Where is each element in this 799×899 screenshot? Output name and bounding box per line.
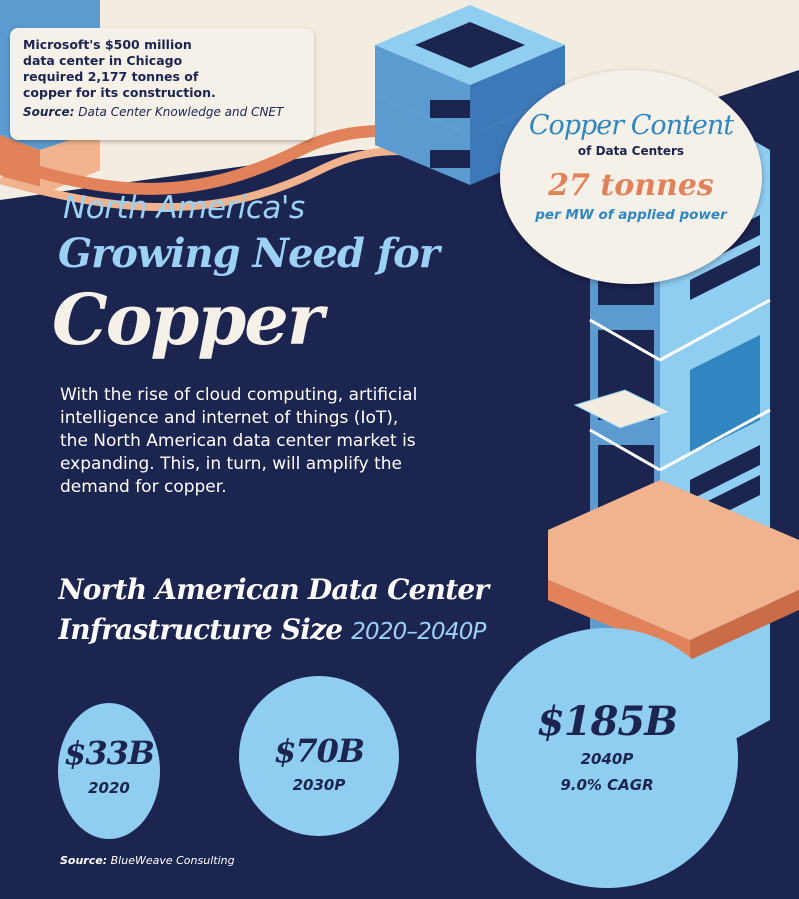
section-title (58, 570, 520, 652)
bubble-cagr: 9.0% CAGR (560, 776, 654, 794)
fact-card (10, 28, 314, 140)
badge-value: 27 tonnes (548, 168, 714, 203)
market-bubble-2020 (58, 703, 160, 839)
headline-line-3: Copper (52, 278, 322, 361)
bubble-label: 2030P (292, 776, 346, 794)
intro-line: expanding. This, in turn, will amplify the (60, 454, 402, 474)
footer-source (60, 854, 235, 867)
market-bubble-2040 (476, 628, 738, 888)
fact-line: required 2,177 tonnes of (23, 69, 199, 84)
badge-title: Copper Content (528, 110, 734, 141)
section-title-text: Infrastructure Size (58, 613, 343, 646)
bubble-value: $70B (274, 732, 364, 770)
fact-line: copper for its construction. (23, 85, 216, 100)
intro-line: With the rise of cloud computing, artificial (60, 385, 418, 405)
section-title-line-2 (58, 610, 520, 652)
bubble-label: 2020 (88, 779, 130, 797)
section-years: 2020–2040P (351, 619, 486, 645)
bubble-label: 2040P (580, 750, 634, 768)
headline-line-1: North America's (63, 190, 305, 226)
fact-source-label: Source: (23, 105, 75, 119)
fact-line: Microsoft's $500 million (23, 37, 192, 52)
headline-line-2: Growing Need for (58, 230, 439, 277)
intro-paragraph (60, 384, 460, 499)
footer-source-label: Source: (60, 854, 108, 867)
bubble-value: $185B (536, 698, 678, 745)
intro-line: intelligence and internet of things (IoT), (60, 408, 399, 428)
intro-line: the North American data center market is (60, 431, 416, 451)
bubble-value: $33B (64, 734, 154, 772)
copper-content-badge (500, 70, 762, 284)
fact-source-text: Data Center Knowledge and CNET (78, 105, 284, 119)
intro-line: demand for copper. (60, 477, 227, 497)
fact-line: data center in Chicago (23, 53, 183, 68)
badge-subtitle: of Data Centers (577, 144, 685, 158)
market-bubble-2030 (239, 676, 399, 836)
fact-source (23, 105, 314, 119)
badge-unit: per MW of applied power (535, 207, 727, 223)
footer-source-text: BlueWeave Consulting (110, 854, 235, 867)
section-title-line-1: North American Data Center (58, 573, 489, 606)
